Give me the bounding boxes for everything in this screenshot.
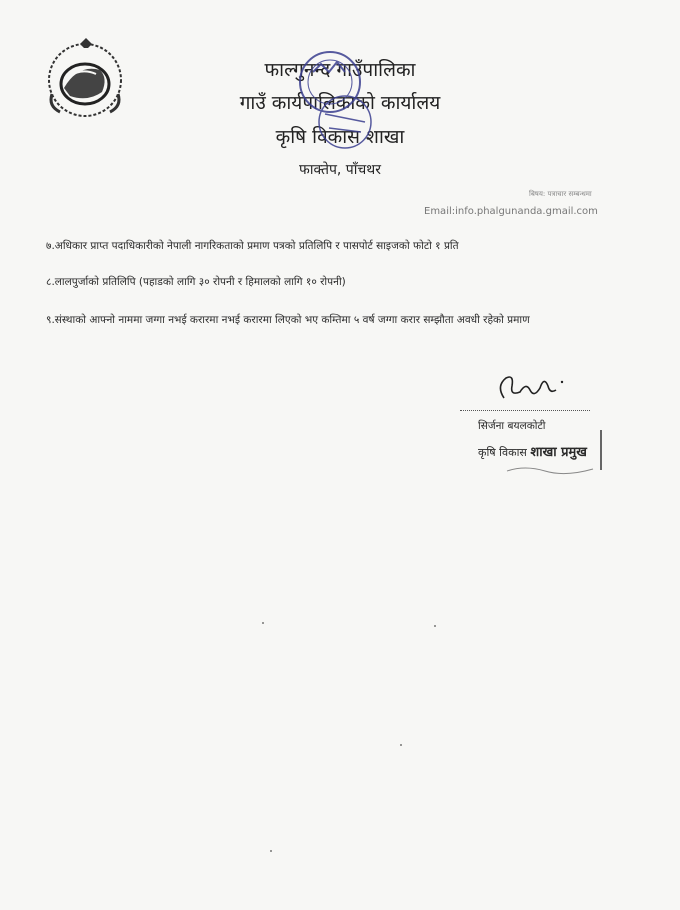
section-name: कृषि विकास शाखा — [275, 126, 405, 148]
signatory-title-bold: शाखा प्रमुख — [530, 445, 587, 460]
paper-speck — [262, 622, 264, 624]
handwritten-signature-icon — [490, 368, 570, 408]
office-address: फाक्तेप, पाँचथर — [299, 162, 381, 178]
office-stamp-icon — [285, 42, 385, 154]
signatory-title — [478, 442, 587, 460]
small-stamp-mark-icon — [505, 463, 595, 477]
signatory-title-prefix: कृषि विकास — [478, 446, 527, 459]
office-subtitle: गाउँ कार्यपालिकाको कार्यालय — [239, 92, 441, 114]
paper-speck — [400, 744, 402, 746]
paper-speck — [270, 850, 272, 852]
requirement-item-7: ७.अधिकार प्राप्त पदाधिकारीको नेपाली नागरिकताको प्रमाण पत्रको प्रतिलिपि र पासपोर्ट साइजको फोटो १ प्रति — [46, 240, 459, 252]
stamp-edge-mark — [600, 430, 602, 470]
office-name: फाल्गुनन्द गाउँपालिका — [264, 59, 416, 81]
requirement-item-8: ८.लालपुर्जाको प्रतिलिपि (पहाडको लागि ३० रोपनी र हिमालको लागि १० रोपनी) — [46, 276, 346, 288]
reference-tag: बिषय: पत्राचार सम्बन्धमा — [529, 190, 592, 198]
email-address: Email:info.phalgunanda.gmail.com — [424, 206, 598, 217]
signature-line — [460, 410, 590, 411]
signatory-name: सिर्जना बयलकोटी — [478, 420, 546, 432]
nepal-emblem-icon — [40, 36, 130, 120]
paper-speck — [434, 625, 436, 627]
requirement-item-9: ९.संस्थाको आफ्नो नाममा जग्गा नभई करारमा नभई करारमा लिएको भए कम्तिमा ५ वर्ष जग्गा करार सम्झौता अवधी रहेको प्रमाण — [46, 314, 530, 326]
